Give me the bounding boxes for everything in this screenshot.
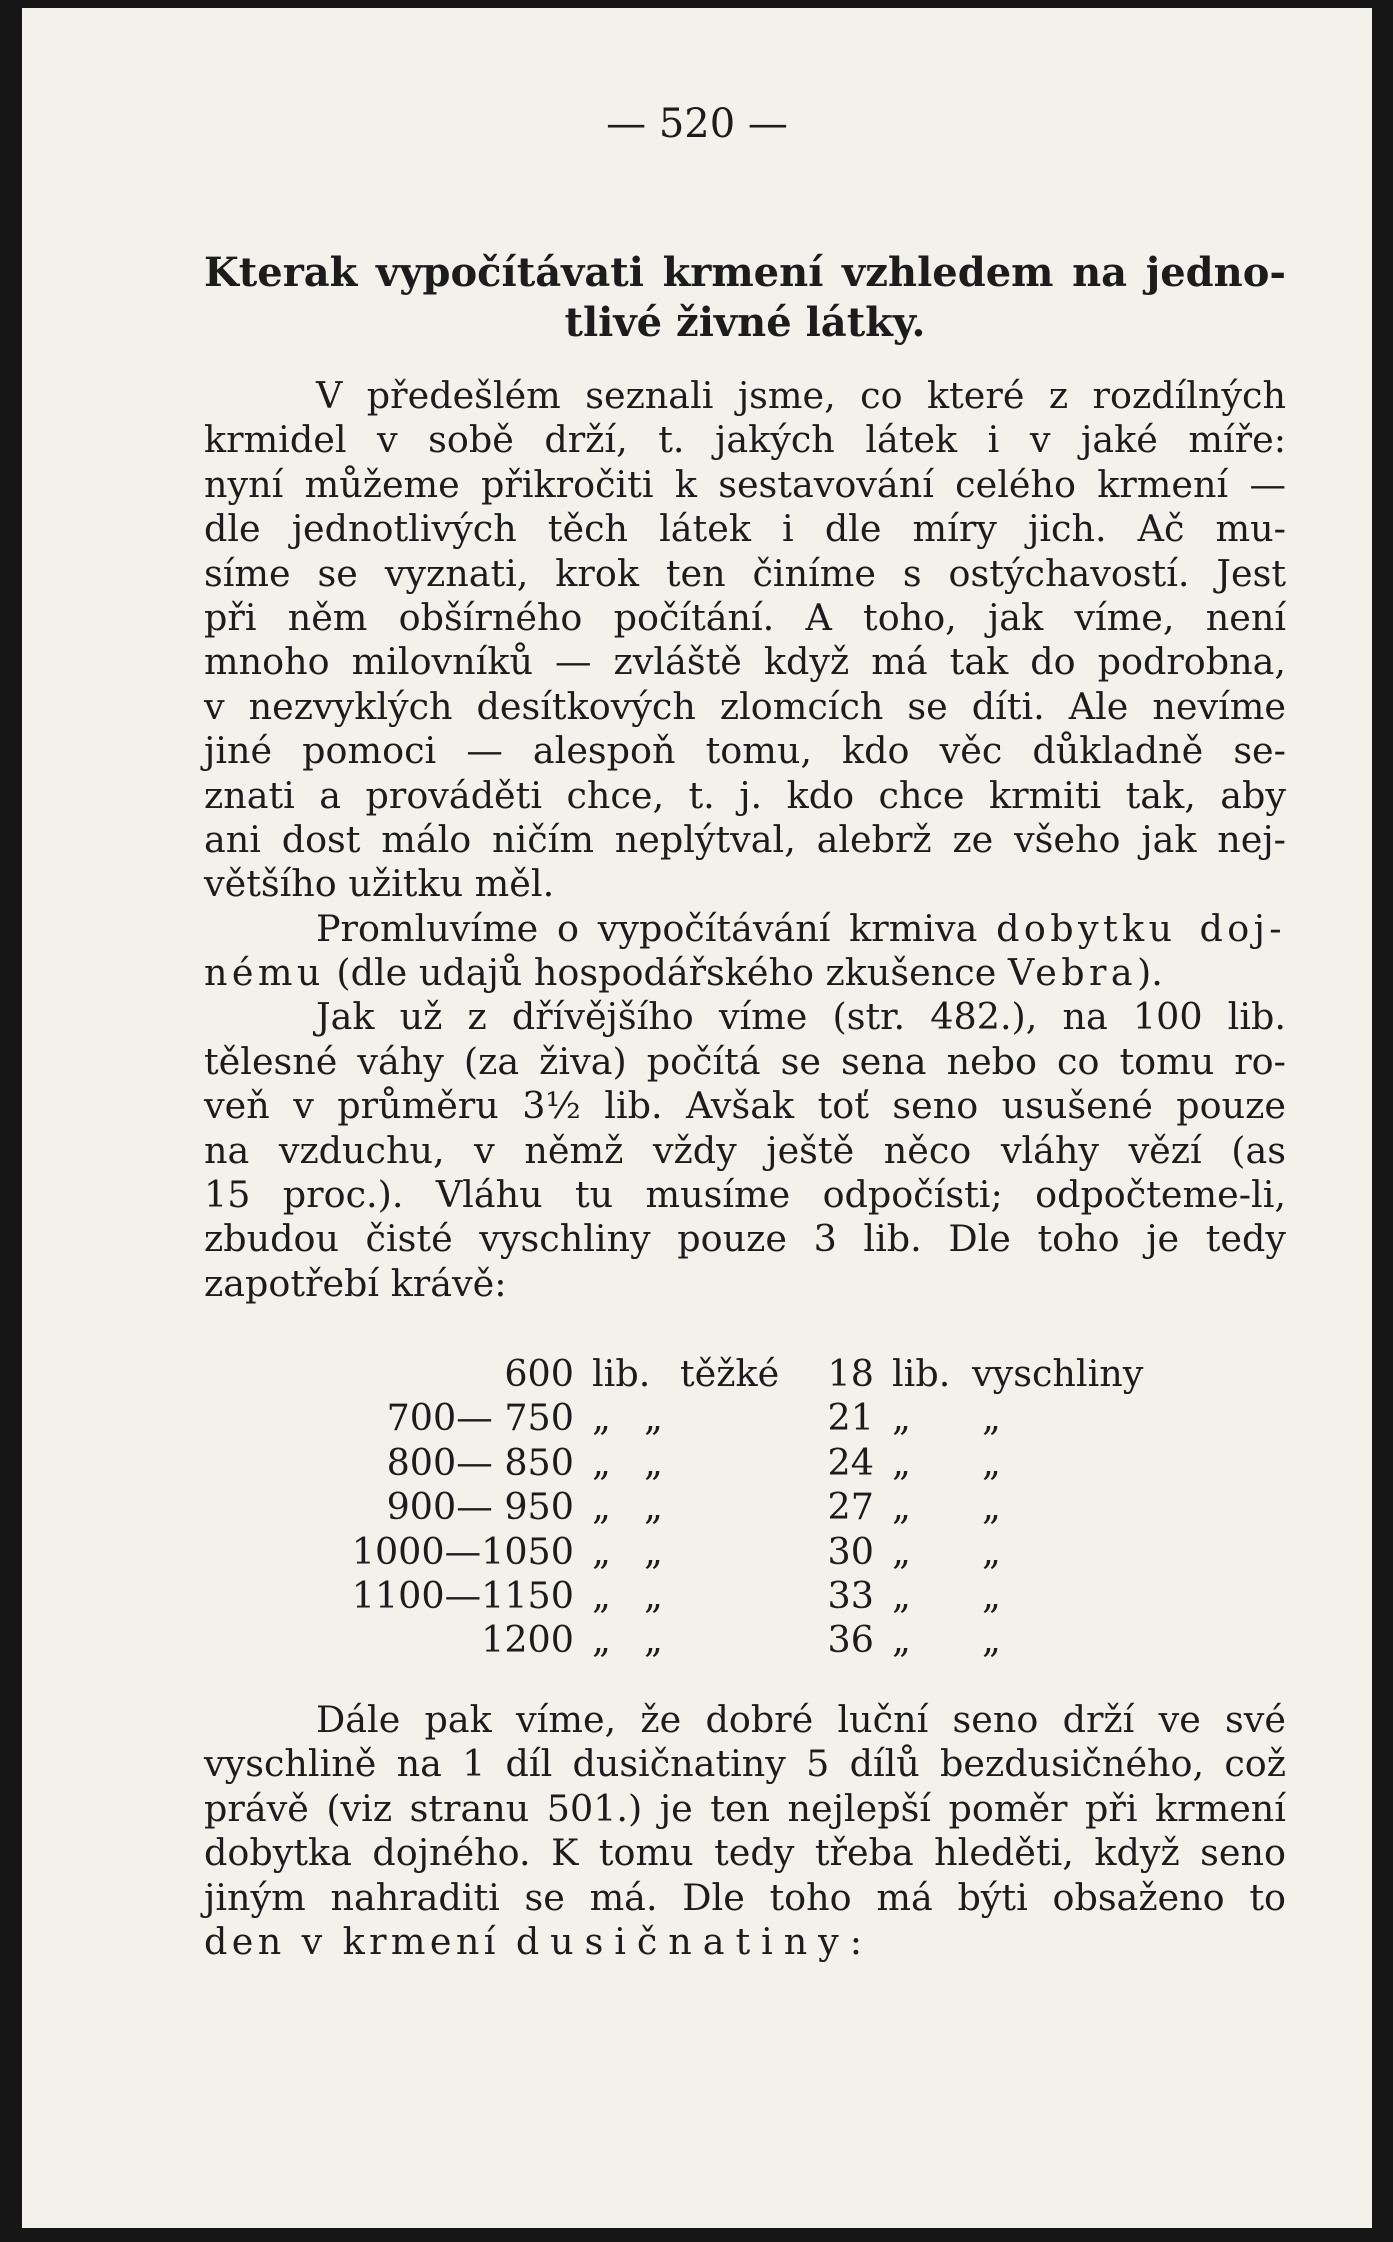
weight-range: 1100—1150 — [351, 1573, 574, 1617]
table-row — [204, 1618, 1286, 1662]
table-row — [204, 1574, 1286, 1618]
weight-range: 1000—1050 — [351, 1529, 574, 1573]
paragraph-4-text: den v krmení — [204, 1919, 516, 1963]
dry-matter-value: 33 — [827, 1573, 874, 1617]
paragraph-4-line: dobytka dojného. K tomu tedy třeba hleděti, když seno — [204, 1831, 1286, 1875]
ditto-mark: „ — [892, 1529, 911, 1573]
table-row — [204, 1352, 1286, 1396]
ditto-mark: „ — [644, 1573, 663, 1617]
paragraph-4-line: Dále pak víme, že dobré luční seno drží ve své — [316, 1698, 1286, 1741]
ditto-mark: „ — [592, 1618, 611, 1662]
paragraph-1-line: nyní můžeme přikročiti k sestavování celého krmení — — [204, 462, 1286, 506]
ditto-mark: „ — [982, 1573, 1001, 1617]
paragraph-1-line: dle jednotlivých těch látek i dle míry jich. Ač mu- — [204, 507, 1286, 551]
chapter-title — [204, 248, 1286, 348]
paragraph-1-line: v nezvyklých desítkových zlomcích se díti. Ale nevíme — [204, 684, 1286, 728]
ditto-mark: „ — [644, 1529, 663, 1573]
ditto-mark: „ — [644, 1396, 663, 1440]
ditto-mark: „ — [644, 1440, 663, 1484]
ditto-mark: „ — [982, 1618, 1001, 1662]
paragraph-1-line: ani dost málo ničím neplýtval, alebrž ze všeho jak nej- — [204, 817, 1286, 861]
paragraph-3-line: tělesné váhy (za živa) počítá se sena nebo co tomu ro- — [204, 1039, 1286, 1083]
paragraph-2-text: ). — [1137, 951, 1163, 995]
table-row — [204, 1530, 1286, 1574]
ditto-mark: „ — [892, 1396, 911, 1440]
title-line-1: Kterak vypočítávati krmení vzhledem na jedno- — [204, 249, 1286, 296]
paragraph-3-line: na vzduchu, v němž vždy ještě něco vláhy vězí (as — [204, 1128, 1286, 1172]
paragraph-4-line: vyschlině na 1 díl dusičnatiny 5 dílů bezdusičného, což — [204, 1742, 1286, 1786]
paragraph-4-emphasis: dusičnatiny — [515, 1919, 850, 1963]
weight-label: těžké — [680, 1352, 780, 1395]
paragraph-3-line: zapotřebí krávě: — [204, 1261, 507, 1305]
ditto-mark: „ — [892, 1573, 911, 1617]
body-text-continued — [204, 1698, 1286, 1964]
paragraph-2-text: Promluvíme o vypočítávání krmiva — [316, 906, 997, 950]
paragraph-1-line: znati a prováděti chce, t. j. kdo chce krmiti tak, aby — [204, 773, 1286, 817]
weight-range: 600 — [504, 1352, 574, 1395]
ditto-mark: „ — [892, 1440, 911, 1484]
ditto-mark: „ — [592, 1440, 611, 1484]
paragraph-2-emphasis: nému — [204, 951, 325, 995]
table-row — [204, 1485, 1286, 1529]
book-page — [22, 8, 1372, 2228]
paragraph-4-line — [204, 1920, 1286, 1964]
dry-matter-label: vyschliny — [972, 1352, 1144, 1395]
table-row — [204, 1396, 1286, 1440]
paragraph-3-line: veň v průměru 3½ lib. Avšak toť seno usušené pouze — [204, 1084, 1286, 1128]
weight-range: 900— 950 — [386, 1485, 574, 1529]
title-line-2: tlivé živné látky. — [564, 299, 926, 346]
dry-matter-value: 30 — [827, 1529, 874, 1573]
dry-matter-value: 27 — [827, 1485, 874, 1529]
dry-matter-value: 36 — [827, 1618, 874, 1662]
page-number: — 520 — — [606, 101, 788, 147]
ditto-mark: „ — [592, 1396, 611, 1440]
paragraph-2-emphasis: Vebra — [1007, 951, 1137, 995]
paragraph-3-line: Jak už z dřívějšího víme (str. 482.), na 100 lib. — [316, 995, 1286, 1039]
dry-matter-unit: lib. — [892, 1352, 951, 1395]
ditto-mark: „ — [892, 1618, 911, 1662]
ditto-mark: „ — [982, 1529, 1001, 1573]
paragraph-4-line: jiným nahraditi se má. Dle toho má býti obsaženo to — [204, 1875, 1286, 1919]
ditto-mark: „ — [592, 1573, 611, 1617]
paragraph-3-line: zbudou čisté vyschliny pouze 3 lib. Dle toho je tedy — [204, 1217, 1286, 1261]
paragraph-3-line: 15 proc.). Vláhu tu musíme odpočísti; odpočteme-li, — [204, 1173, 1286, 1217]
ditto-mark: „ — [644, 1485, 663, 1529]
paragraph-2-text: (dle udajů hospodářského zkušence — [324, 951, 1008, 995]
paragraph-1-line: V předešlém seznali jsme, co které z rozdílných — [316, 374, 1286, 417]
ditto-mark: „ — [982, 1440, 1001, 1484]
weight-range: 700— 750 — [386, 1396, 574, 1440]
paragraph-1-line: mnoho milovníků — zvláště když má tak do podrobna, — [204, 640, 1286, 684]
weight-unit: lib. — [592, 1352, 651, 1395]
paragraph-1-line: krmidel v sobě drží, t. jakých látek i v jaké míře: — [204, 418, 1286, 462]
ditto-mark: „ — [644, 1618, 663, 1662]
dry-matter-value: 18 — [827, 1352, 874, 1395]
ditto-mark: „ — [592, 1485, 611, 1529]
ditto-mark: „ — [982, 1485, 1001, 1529]
paragraph-1-line: při něm obšírného počítání. A toho, jak víme, není — [204, 595, 1286, 639]
paragraph-1-line: většího užitku měl. — [204, 862, 555, 906]
paragraph-1-line: jiné pomoci — alespoň tomu, kdo věc důkladně se- — [204, 729, 1286, 773]
paragraph-4-line: právě (viz stranu 501.) je ten nejlepší poměr při krmení — [204, 1786, 1286, 1830]
ditto-mark: „ — [592, 1529, 611, 1573]
body-text — [204, 374, 1286, 1306]
ditto-mark: „ — [892, 1485, 911, 1529]
paragraph-4-text: : — [849, 1919, 863, 1963]
weight-range: 800— 850 — [386, 1440, 574, 1484]
ditto-mark: „ — [982, 1396, 1001, 1440]
paragraph-1-line: síme se vyznati, krok ten činíme s ostýchavostí. Jest — [204, 551, 1286, 595]
dry-matter-value: 24 — [827, 1440, 874, 1484]
weight-range: 1200 — [481, 1618, 574, 1662]
table-row — [204, 1441, 1286, 1485]
feed-table — [204, 1352, 1286, 1663]
paragraph-2-emphasis: dobytku doj- — [996, 906, 1286, 950]
paragraph-2-line — [204, 907, 1286, 951]
dry-matter-value: 21 — [827, 1396, 874, 1440]
paragraph-2-line — [204, 951, 1286, 995]
